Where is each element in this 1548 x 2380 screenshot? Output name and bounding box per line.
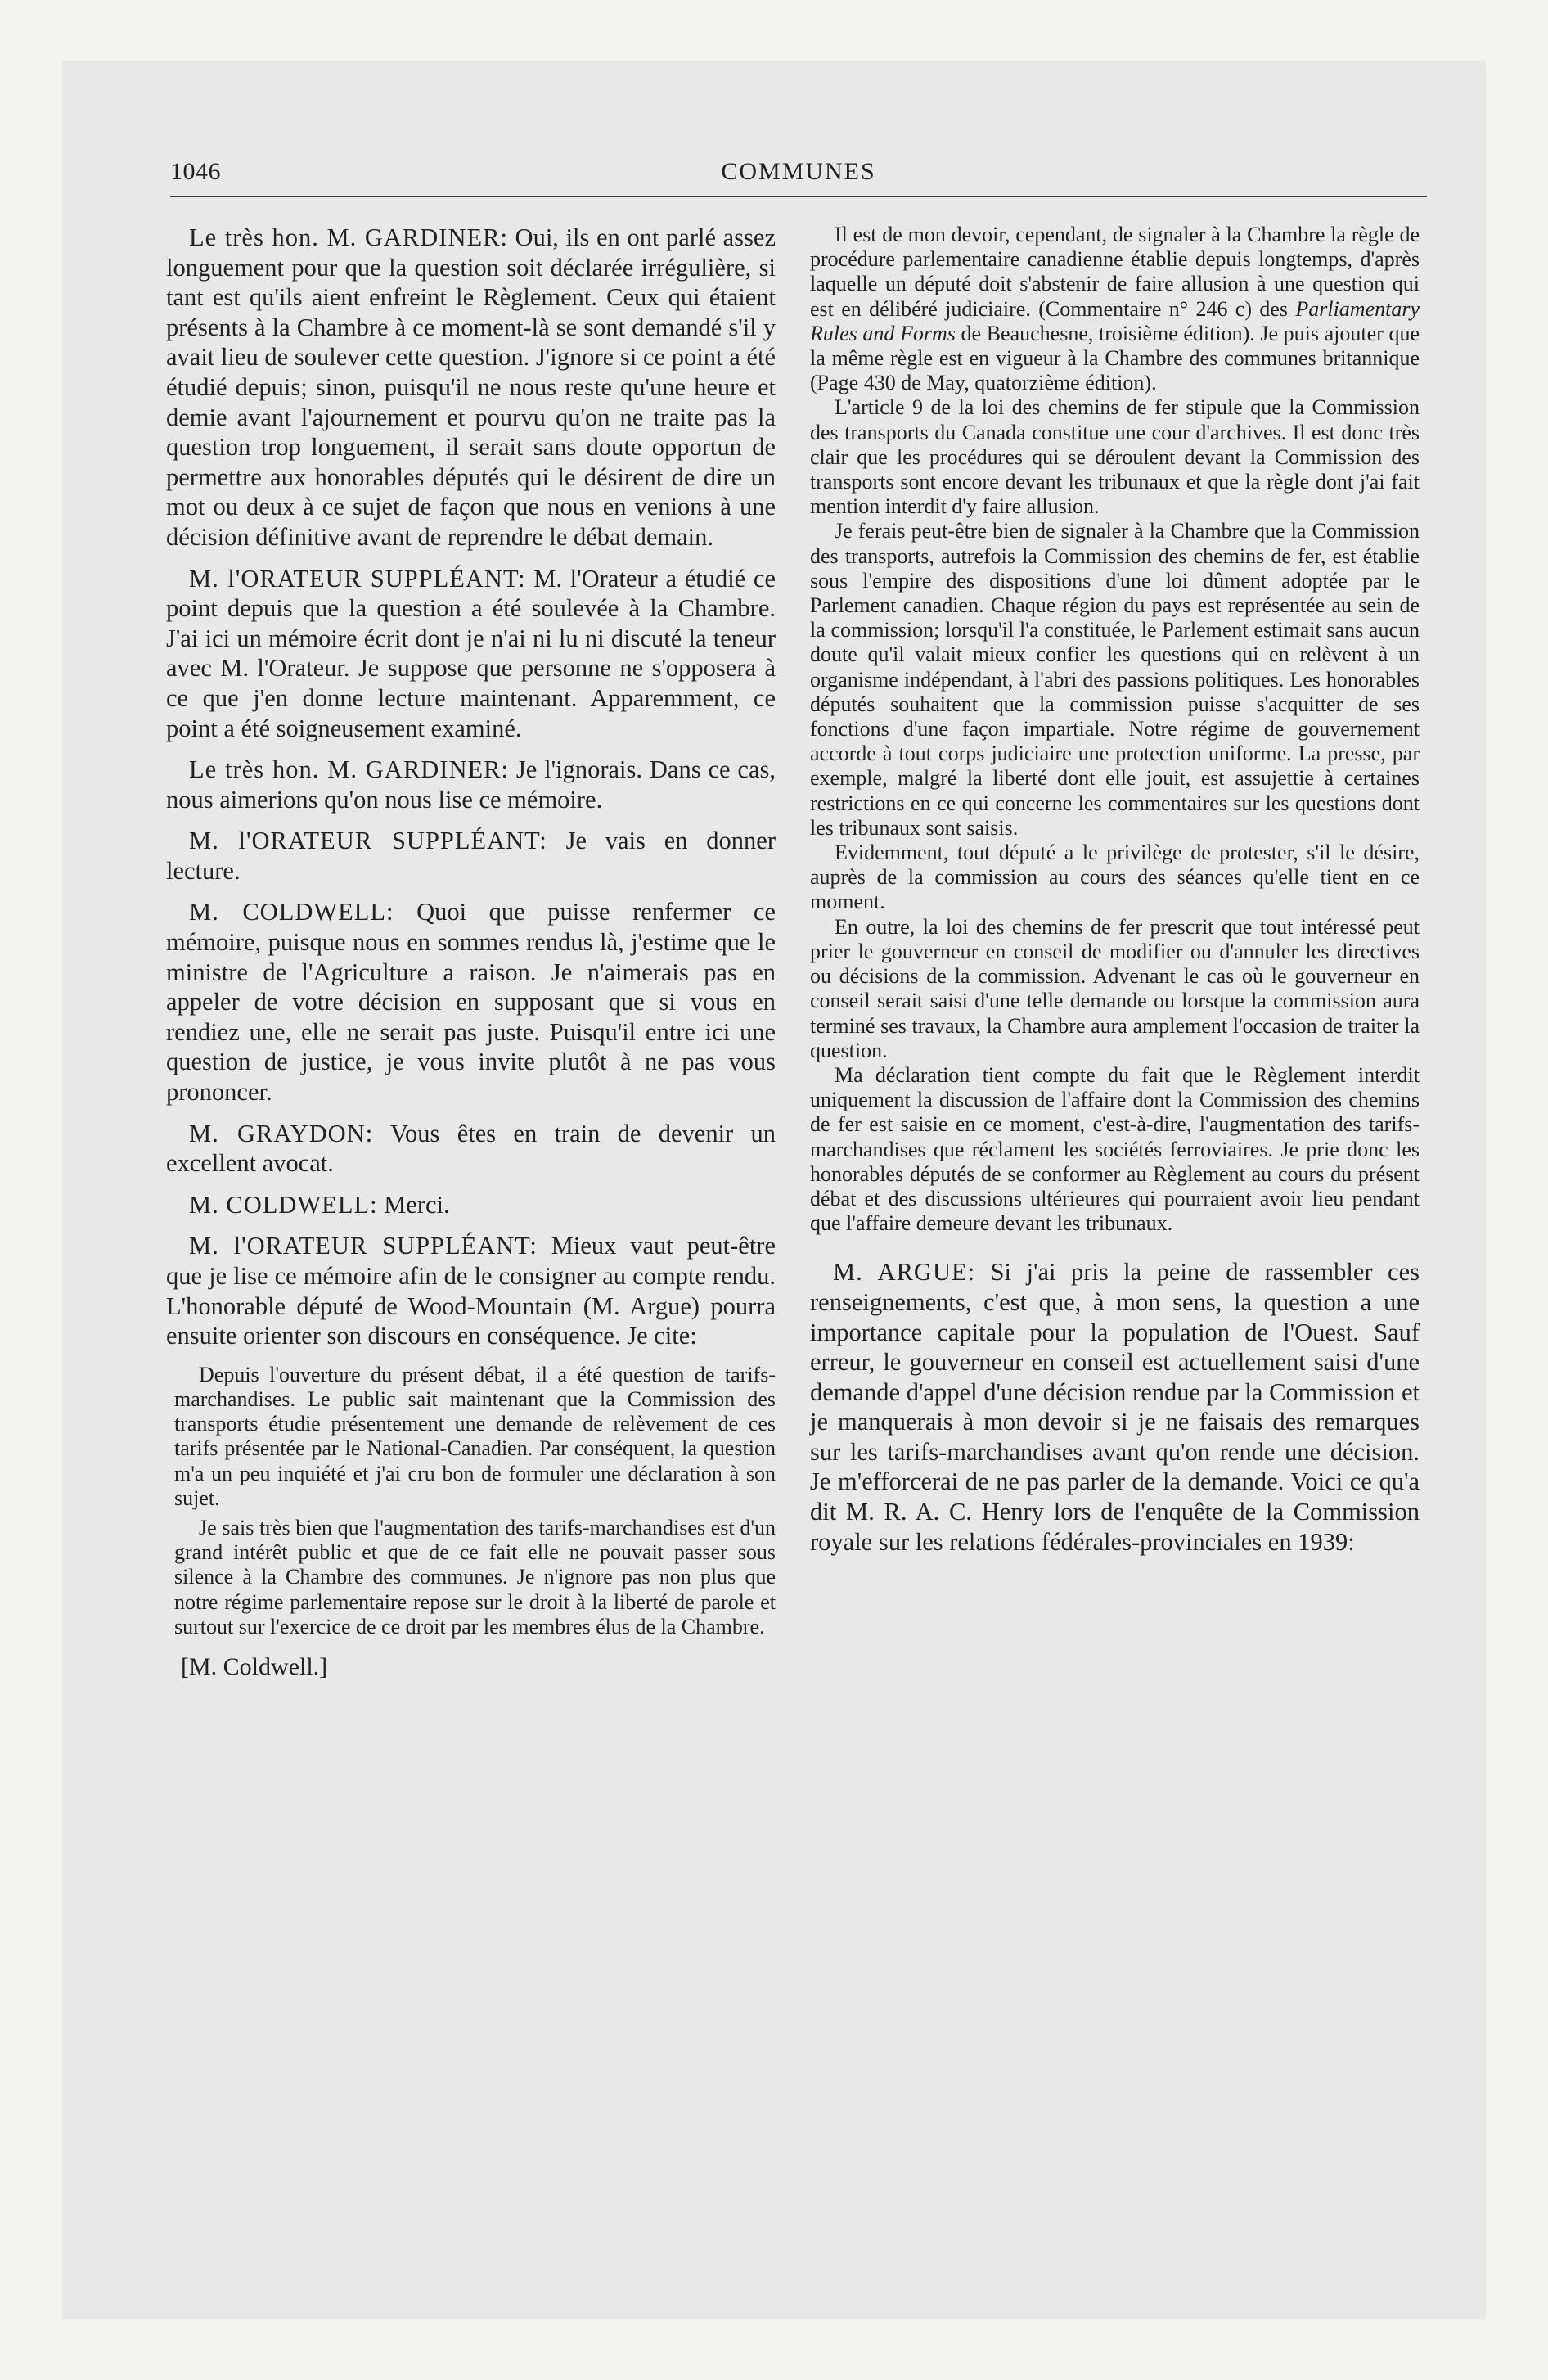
left-column — [166, 223, 776, 1682]
speech-text: Merci. — [377, 1190, 450, 1219]
speech-text: Si j'ai pris la peine de rassembler ces renseignements, c'est que, à mon sens, la question a une importance capitale pour la population de l'Ouest. Sauf erreur, le gouverneur en conseil est actuellement saisi d'une demande d'appel d'une décision rendue par la Commission et je manquerais à mon devoir si je ne faisais des remarques sur les tarifs-marchandises avant qu'on rende une décision. Je m'efforcerai de ne pas parler de la demande. Voici ce qu'a dit M. R. A. C. Henry lors de l'enquête de la Commission royale sur les relations fédérales-provinciales en 1939: — [810, 1258, 1420, 1556]
speech-text: M. l'Orateur a étudié ce point depuis que la question a été soulevée à la Chambre. J'ai ici un mémoire écrit dont je n'ai ni lu ni discuté la teneur avec M. l'Orateur. Je suppose que personne ne s'opposera à ce que j'en donne lecture maintenant. Apparemment, ce point a été soigneusement examiné. — [166, 564, 776, 742]
running-head: COMMUNES — [721, 158, 876, 185]
speech-paragraph — [166, 223, 776, 552]
page-header — [170, 158, 1427, 196]
speaker-name: M. COLDWELL: — [189, 898, 394, 926]
quote-paragraph: Ma déclaration tient compte du fait que le Règlement interdit uniquement la discussion de l'affaire dont la Commission des chemins de fer est saisie en ce moment, c'est-à-dire, l'augmentation des tarifs-marchandises que réclament les sociétés ferroviaires. Je prie donc les honorables députés de se conformer au Règlement au cours du présent débat et des discussions ultérieures qui pourraient avoir lieu pendant que l'affaire demeure devant les tribunaux. — [810, 1062, 1420, 1236]
speaker-signoff: [M. Coldwell.] — [181, 1653, 328, 1681]
speech-paragraph — [166, 826, 776, 886]
speaker-name: M. ARGUE: — [833, 1258, 976, 1287]
speech-paragraph — [166, 1119, 776, 1179]
quote-paragraph: Je ferais peut-être bien de signaler à la Chambre que la Commission des transports, autrefois la Commission des chemins de fer, est établie sous l'empire des dispositions d'une loi dûment adoptée par le Parlement canadien. Chaque région du pays est représentée au sein de la commission; lorsqu'il l'a constituée, le Parlement estimait sans aucun doute qu'il valait mieux confier les questions qui en relèvent à un organisme indépendant, à l'abri des passions politiques. Les honorables députés souhaitent que la commission puisse s'acquitter de ses fonctions d'une façon impartiale. Notre régime de gouvernement accorde à tout corps judiciaire une protection uniforme. La presse, par exemple, malgré la liberté dont elle jouit, est assujettie à certaines restrictions en ce qui concerne les commentaires sur les questions dont les tribunaux sont saisis. — [810, 519, 1420, 840]
quote-paragraph: Depuis l'ouverture du présent débat, il a été question de tarifs-marchandises. Le public sait maintenant que la Commission des transports étudie présentement une demande de relèvement de ces tarifs présentée par le National-Canadien. Par conséquent, la question m'a un peu inquiété et j'ai cru bon de formuler une déclaration à son sujet. — [174, 1362, 776, 1510]
speech-text: Je l'ignorais. Dans ce cas, nous aimerions qu'on nous lise ce mémoire. — [166, 755, 776, 814]
page-number: 1046 — [170, 158, 221, 185]
quote-paragraph — [810, 223, 1420, 395]
speaker-name: Le très hon. M. GARDINER: — [189, 755, 509, 784]
quoted-memo — [166, 1363, 776, 1639]
speaker-name: M. l'ORATEUR SUPPLÉANT: — [189, 564, 526, 593]
header-rule — [170, 196, 1427, 197]
cited-work-title: Parliamentary Rules and Forms — [810, 296, 1420, 345]
right-column — [810, 223, 1420, 1568]
quote-text: Il est de mon devoir, cependant, de signaler à la Chambre la règle de procédure parlementaire canadienne établie depuis longtemps, d'après laquelle un député doit s'abstenir de faire allusion à une question qui est en délibéré judiciaire. (Commentaire n° 246 c) des — [810, 223, 1420, 321]
quote-paragraph: Evidemment, tout député a le privilège de protester, s'il le désire, auprès de la commission au cours des séances qu'elle tient en ce moment. — [810, 841, 1420, 914]
quote-text: de Beauchesne, troisième édition). Je puis ajouter que la même règle est en vigueur à la Chambre des communes britannique (Page 430 de May, quatorzième édition). — [810, 321, 1420, 395]
speaker-name: M. COLDWELL: — [189, 1190, 378, 1219]
speaker-name: M. l'ORATEUR SUPPLÉANT: — [189, 827, 547, 855]
speech-paragraph — [166, 1190, 776, 1220]
quote-paragraph: Je sais très bien que l'augmentation des tarifs-marchandises est d'un grand intérêt public et que de ce fait elle ne pouvait passer sous silence à la Chambre des communes. Je n'ignore pas non plus que notre régime parlementaire repose sur le droit à la liberté de parole et surtout sur l'exercice de ce droit par les membres élus de la Chambre. — [174, 1516, 776, 1639]
quote-paragraph: En outre, la loi des chemins de fer prescrit que tout intéressé peut prier le gouverneur en conseil de modifier ou d'annuler les directives ou décisions de la commission. Advenant le cas où le gouverneur en conseil serait saisi d'une telle demande ou lorsque la commission aura terminé ses travaux, la Chambre aura amplement l'occasion de traiter la question. — [810, 914, 1420, 1062]
speech-text: Mieux vaut peut-être que je lise ce mémoire afin de le consigner au compte rendu. L'honorable député de Wood-Mountain (M. Argue) pourra ensuite orienter son discours en conséquence. Je cite: — [166, 1232, 776, 1350]
speech-text: Quoi que puisse renfermer ce mémoire, puisque nous en sommes rendus là, j'estime que le ministre de l'Agriculture a raison. Je n'aimerais pas en appeler de votre décision en supposant que si vous en rendiez une, elle ne serait pas juste. Puisqu'il entre ici une question de justice, je vous invite plutôt à ne pas vous prononcer. — [166, 898, 776, 1107]
speech-paragraph — [166, 564, 776, 744]
quote-paragraph: L'article 9 de la loi des chemins de fer stipule que la Commission des transports du Canada constitue une cour d'archives. Il est donc très clair que les procédures qui se déroulent devant la Commission des transports sont encore devant les tribunaux et que la règle dont j'ai fait mention interdit d'y faire allusion. — [810, 395, 1420, 519]
speaker-name: M. GRAYDON: — [189, 1119, 374, 1147]
speech-text: Je vais en donner lecture. — [166, 827, 776, 885]
speech-text: Oui, ils en ont parlé assez longuement pour que la question soit déclarée irrégulière, si tant est qu'ils aient enfreint le Règlement. Ceux qui étaient présents à la Chambre à ce moment-là se sont demandé s'il y avait lieu de soulever cette question. J'ignore si ce point a été étudié depuis; sinon, puisqu'il ne nous reste qu'une heure et demie avant l'ajournement et pourvu qu'on ne traite pas la question trop longuement, il serait sans doute opportun de permettre aux honorables députés qui le désirent de dire un mot ou deux à ce sujet de façon que nous en venions à une décision définitive avant de reprendre le débat demain. — [166, 223, 776, 551]
speech-paragraph — [166, 755, 776, 814]
speech-paragraph — [166, 1231, 776, 1350]
speaker-name: Le très hon. M. GARDINER: — [189, 223, 508, 251]
speech-paragraph — [166, 897, 776, 1107]
speech-paragraph — [810, 1257, 1420, 1557]
speech-text: Vous êtes en train de devenir un excellent avocat. — [166, 1119, 776, 1178]
speaker-name: M. l'ORATEUR SUPPLÉANT: — [189, 1232, 538, 1260]
